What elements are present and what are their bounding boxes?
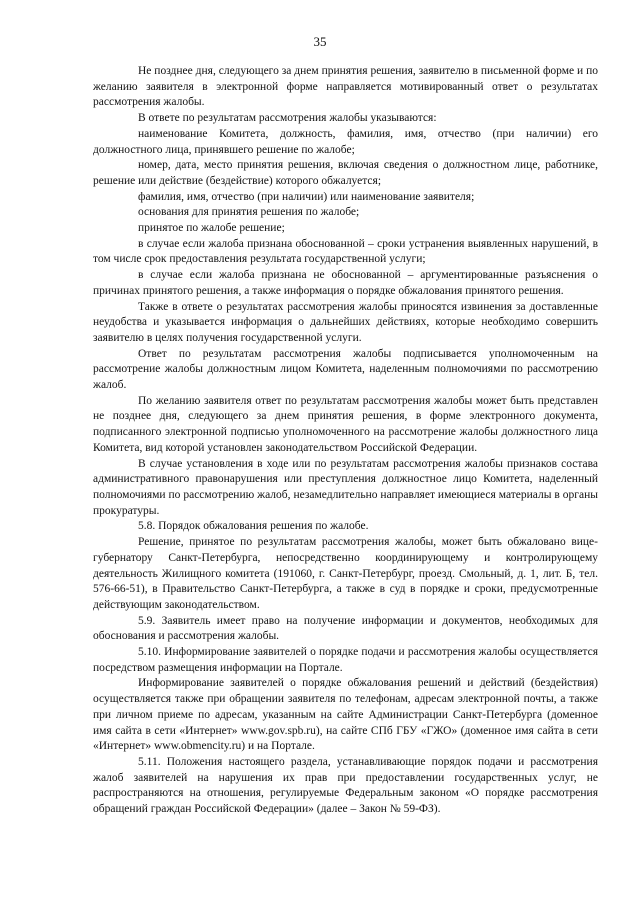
paragraph: в случае если жалоба признана не обоснованной – аргументированные разъяснения о причинах принятого решения, а также информация о порядке обжалования принятого решения. <box>93 269 598 297</box>
paragraph: номер, дата, место принятия решения, включая сведения о должностном лице, работнике, решение или действие (бездействие) которого обжалуется; <box>93 159 598 187</box>
paragraph: Информирование заявителей о порядке обжалования решений и действий (бездействия) осуществляется также при обращении заявителя по телефонам, адресам электронной почты, а также при личном приеме по адресам, указанным на сайте Администрации Санкт-Петербурга (доменное имя сайта в сети «Интернет» www.gov.spb.ru), на сайте СПб ГБУ «ГЖО» (доменное имя сайта в сети «Интернет» www.obmencity.ru) и на Портале. <box>93 677 598 753</box>
paragraph: В случае установления в ходе или по результатам рассмотрения жалобы признаков состава административного правонарушения или преступления должностное лицо Комитета, наделенный полномочиями по рассмотрению жалоб, незамедлительно направляет имеющиеся материалы в органы прокуратуры. <box>93 457 598 517</box>
paragraph: 5.9. Заявитель имеет право на получение информации и документов, необходимых для обоснования и рассмотрения жалобы. <box>93 614 598 643</box>
paragraph: Не позднее дня, следующего за днем принятия решения, заявителю в письменной форме и по желанию заявителя в электронной форме направляется мотивированный ответ о результатах рассмотрения жалобы. <box>93 65 598 109</box>
paragraph: В ответе по результатам рассмотрения жалобы указываются: <box>138 112 437 125</box>
paragraph: основания для принятия решения по жалобе; <box>138 206 360 219</box>
paragraph: 5.10. Информирование заявителей о порядке подачи и рассмотрения жалобы осуществляется посредством размещения информации на Портале. <box>93 646 598 674</box>
paragraph: фамилия, имя, отчество (при наличии) или наименование заявителя; <box>138 190 475 203</box>
paragraph: Ответ по результатам рассмотрения жалобы подписывается уполномоченным на рассмотрение жалобы должностным лицом Комитета, наделенным полномочиями по рассмотрению жалоб. <box>93 347 598 392</box>
paragraph: 5.11. Положения настоящего раздела, устанавливающие порядок подачи и рассмотрения жалоб заявителей на нарушения их прав при предоставлении государственных услуг, не распространяются на отношения, регулируемые Федеральным законом «О порядке рассмотрения обращений граждан Российской Федерации» (далее – Закон № 59-ФЗ). <box>93 755 598 816</box>
paragraph: принятое по жалобе решение; <box>138 222 285 235</box>
paragraph: наименование Комитета, должность, фамилия, имя, отчество (при наличии) его должностного лица, принявшего решение по жалобе; <box>93 127 598 156</box>
paragraph: По желанию заявителя ответ по результатам рассмотрения жалобы может быть представлен не позднее дня, следующего за днем принятия решения, в форме электронного документа, подписанного электронной подписью уполномоченного на рассмотрение жалобы должностного лица Комитета, вид которой установлен законодательством Российской Федерации. <box>93 394 598 454</box>
section-heading-5-8: 5.8. Порядок обжалования решения по жалобе. <box>138 520 369 533</box>
page-body <box>93 64 598 818</box>
paragraph: в случае если жалоба признана обоснованной – сроки устранения выявленных нарушений, в том числе срок предоставления результата государственной услуги; <box>93 237 598 266</box>
paragraph: Также в ответе о результатах рассмотрения жалобы приносятся извинения за доставленные неудобства и указывается информация о дальнейших действиях, которые необходимо совершить заявителю в целях получения государственной услуги. <box>93 300 598 344</box>
page-number: 35 <box>313 34 327 49</box>
paragraph: Решение, принятое по результатам рассмотрения жалобы, может быть обжаловано вице-губернатору Санкт-Петербурга, непосредственно координирующему и контролирующему деятельность Жилищного комитета (191060, г. Санкт-Петербург, проезд. Смольный, д. 1, лит. Б, тел. 576-66-51), в Правительство Санкт-Петербурга, а также в суд в порядке и сроки, предусмотренные действующим законодательством. <box>93 536 598 611</box>
